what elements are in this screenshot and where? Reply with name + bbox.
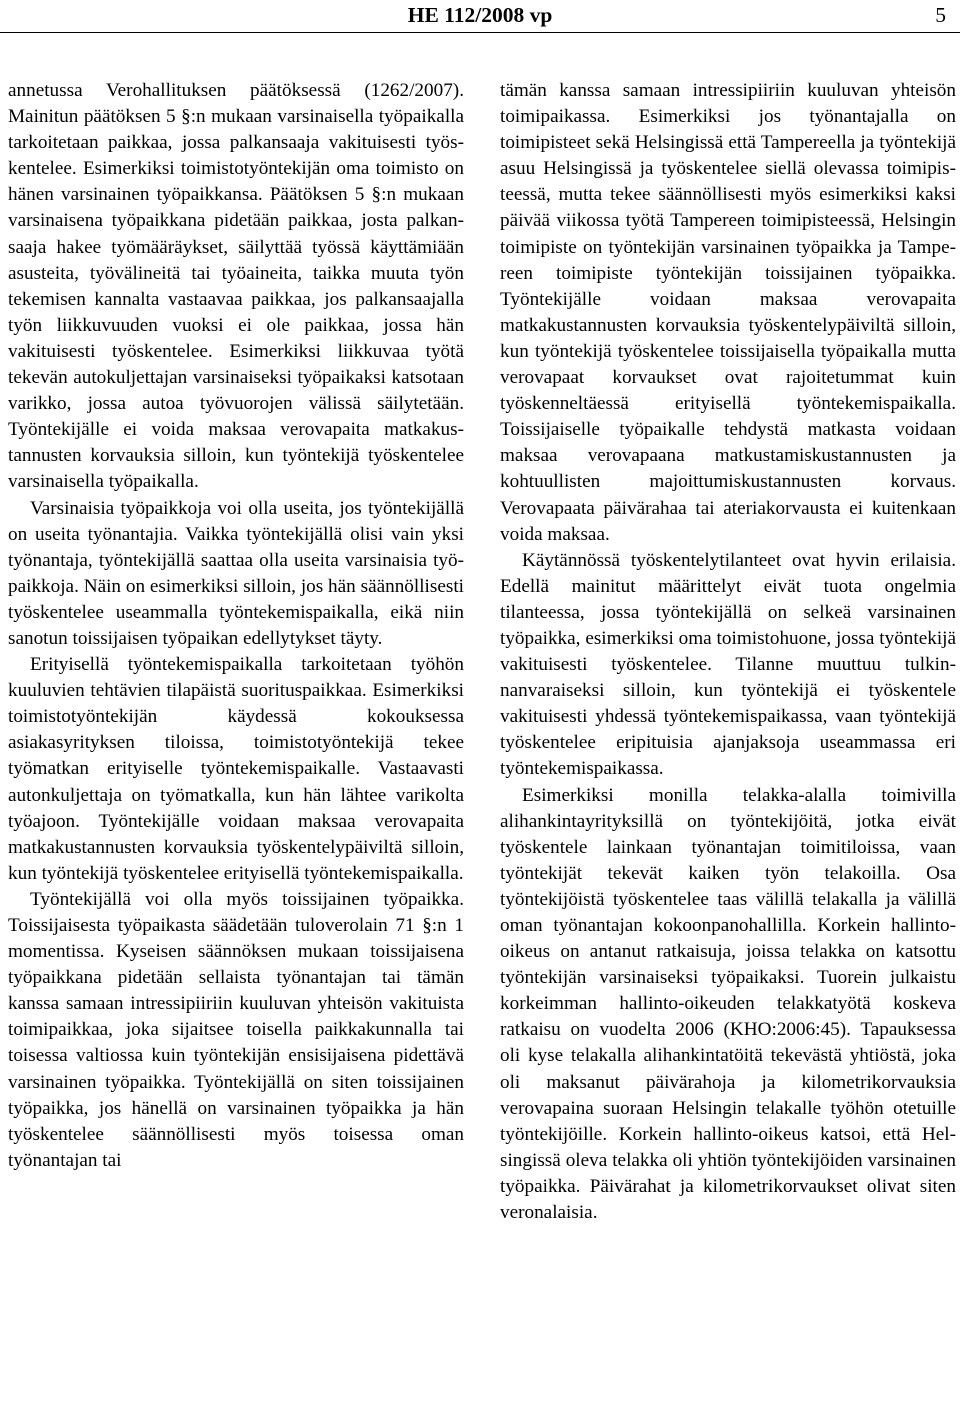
paragraph: Työntekijällä voi olla myös toissijainen työpaikka. Toissijaisesta työpaikasta säädetään tuloverolain 71 §:n 1 momentissa. Kyseisen säännöksen mukaan toissijaisena työpaikkana pidetään sellaista työnantajan tai tämän kanssa samaan intressipiiriin kuuluvan yhteisön vakituista toimipaikkaa, joka sijaitsee toisella paikkakunnalla tai toisessa valtiossa kuin työntekijän ensisijaisena pidettävä varsinainen työpaikka. Työntekijällä on siten toissijainen työpaikka, jos hänellä on varsinainen työpaikka ja hän työskentelee säännöllisesti myös toisessa oman työnantajan tai: [8, 888, 464, 1171]
paragraph: annetussa Verohallituksen päätöksessä (1262/2007). Mainitun päätöksen 5 §:n mukaan varsinaisella työpaikalla tarkoitetaan paikkaa, jossa palkansaaja vakituisesti työskentelee. Esimerkiksi toimistotyöntekijän oma toimisto on hänen varsinainen työpaikkansa. Päätöksen 5 §:n mukaan varsinaisena työpaikkana pidetään paikkaa, josta palkansaaja hakee työmääräykset, säilyttää työssä käyttämiään asusteita, työvälineitä tai työaineita, taikka muuta työn tekemisen kannalta vastaavaa paikkaa, jos palkansaajalla työn liikkuvuuden vuoksi ei ole paikkaa, jossa hän vakituisesti työskentelee. Esimerkiksi liikkuvaa työtä tekevän autokuljettajan varsinaiseksi työpaikaksi katsotaan varikko, jossa autoa työvuorojen välissä säilytetään. Työntekijälle ei voida maksaa verovapaita matkakustannusten korvauksia silloin, kun työntekijä työskentelee varsinaisella työpaikalla.: [8, 80, 464, 493]
right-text-column: [500, 78, 956, 1226]
page-header: [0, 0, 960, 34]
paragraph: Erityisellä työntekemispaikalla tarkoitetaan työhön kuuluvien tehtävien tilapäistä suorituspaikkaa. Esimerkiksi toimistotyöntekijän käydessä kokouksessa asiakasyrityksen tiloissa, toimistotyöntekijä tekee työmatkan erityiselle työntekemispaikalle. Vastaavasti autonkuljettaja on työmatkalla, kun hän lähtee varikolta työajoon. Työntekijälle voidaan maksaa verovapaita matkakustannusten korvauksia työskentelypäiviltä silloin, kun työntekijä työskentelee erityisellä työntekemispaikalla.: [8, 654, 464, 884]
paragraph: Käytännössä työskentelytilanteet ovat hyvin erilaisia. Edellä mainitut määrittelyt eivät tuota ongelmia tilanteessa, jossa työntekijällä on selkeä varsinainen työpaikka, esimerkiksi oma toimistohuone, jossa työntekijä vakituisesti työskentelee. Tilanne muuttuu tulkinnanvaraiseksi silloin, kun työntekijä ei työskentele vakituisesti yhdessä työntekemispaikassa, vaan työntekijä työskentelee eripituisia ajanjaksoja useammassa eri työntekemispaikassa.: [500, 549, 956, 780]
paragraph: Esimerkiksi monilla telakka-alalla toimivilla alihankintayrityksillä on työntekijöitä, jotka eivät työskentele lainkaan työnantajan toimitiloissa, vaan työntekijät tekevät kaiken työn telakoilla. Osa työntekijöistä työskentelee taas välillä telakalla ja välillä oman työnantajan kokoonpanohallilla. Korkein hallintooikeus on antanut ratkaisuja, joissa telakka on katsottu työntekijän varsinaiseksi työpaikaksi. Tuorein julkaistu korkeimman hallinto-oikeuden telakkatyötä koskeva ratkaisu on vuodelta 2006 (KHO:2006:45). Tapauksessa oli kyse telakalla alihankintatöitä tekevästä yhtiöstä, joka oli maksanut päivärahoja ja kilometrikorvauksia verovapaina suoraan Helsingin telakalle työhön otetuille työntekijöille. Korkein hallinto-oikeus katsoi, että Helsingissä oleva telakka oli yhtiön työntekijöiden varsinainen työpaikka. Päivärahat ja kilometrikorvaukset olivat siten veronalaisia.: [500, 784, 956, 1224]
paragraph: Varsinaisia työpaikkoja voi olla useita, jos työntekijällä on useita työnantajia. Vaikka työntekijällä olisi vain yksi työnantaja, työntekijällä saattaa olla useita varsinaisia työpaikkoja. Näin on esimerkiksi silloin, jos hän säännöllisesti työskentelee useammalla työntekemispaikalla, eikä niin sanotun toissijaisen työpaikan edellytykset täyty.: [8, 497, 464, 649]
left-text-column: [8, 78, 464, 1174]
paragraph: tämän kanssa samaan intressipiiriin kuuluvan yhteisön toimipaikassa. Esimerkiksi jos työnantajalla on toimipisteet sekä Helsingissä että Tampereella ja työntekijä asuu Helsingissä ja työskentelee siellä olevassa toimipisteessä, mutta tekee säännöllisesti myös esimerkiksi kaksi päivää viikossa työtä Tampereen toimipisteessä, Helsingin toimipiste on työntekijän varsinainen työpaikka ja Tampereen toimipiste työntekijän toissijainen työpaikka. Työntekijälle voidaan maksaa verovapaita matkakustannusten korvauksia työskentelypäiviltä silloin, kun työntekijä työskentelee toissijaisella työpaikalla mutta verovapaat korvaukset ovat rajoitetummat kuin työskenneltäessä erityisellä työntekemispaikalla. Toissijaiselle työpaikalle tehdystä matkasta voidaan maksaa verovapaana matkustamiskustannusten ja kohtuullisten majoittumiskustannusten korvaus. Verovapaata päivärahaa tai ateriakorvausta ei kuitenkaan voida maksaa.: [500, 80, 956, 545]
page-number: 5: [935, 3, 946, 27]
document-identifier: HE 112/2008 vp: [407, 3, 553, 27]
header-divider: [0, 32, 960, 33]
